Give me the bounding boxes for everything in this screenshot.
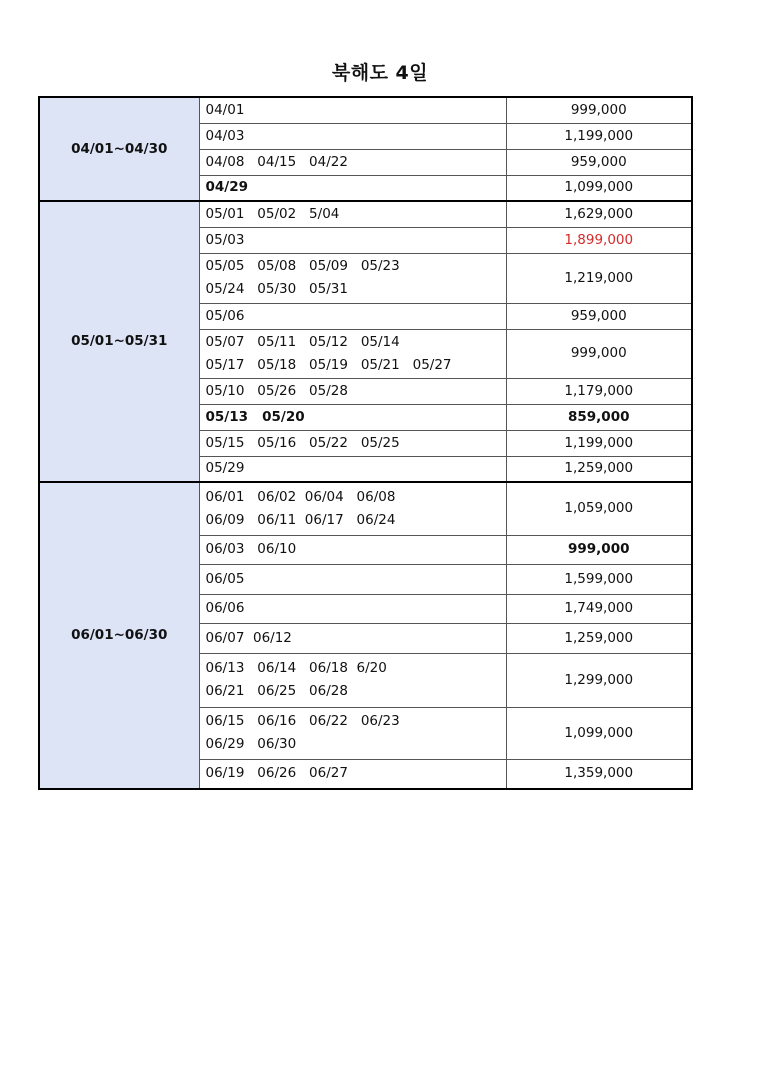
departure-dates-cell (199, 227, 506, 253)
departure-dates-cell (199, 123, 506, 149)
price-cell: 1,179,000 (506, 378, 692, 404)
table-row (39, 482, 692, 535)
date-line: 06/03 06/10 (205, 541, 297, 557)
date-line: 06/06 (205, 600, 245, 616)
departure-dates-cell (199, 253, 506, 303)
date-line: 05/01 05/02 5/04 (205, 205, 340, 222)
period-cell: 06/01~06/30 (39, 482, 199, 789)
date-line: 06/15 06/16 06/22 06/23 (205, 713, 400, 729)
departure-dates-cell (199, 707, 506, 759)
departure-dates-cell (199, 378, 506, 404)
date-line: 06/13 06/14 06/18 6/20 (205, 660, 387, 676)
date-line: 05/05 05/08 05/09 05/23 (205, 258, 400, 274)
price-cell: 959,000 (506, 149, 692, 175)
price-cell: 999,000 (506, 97, 692, 123)
departure-dates-cell (199, 535, 506, 564)
date-line: 05/06 (205, 307, 245, 324)
date-line: 06/05 (205, 570, 245, 587)
date-line: 06/29 06/30 (205, 736, 297, 752)
price-cell: 959,000 (506, 303, 692, 329)
price-cell: 1,599,000 (506, 564, 692, 594)
date-line: 05/10 05/26 05/28 (205, 382, 348, 399)
table-row (39, 97, 692, 123)
period-cell: 04/01~04/30 (39, 97, 199, 201)
date-line: 06/21 06/25 06/28 (205, 683, 348, 699)
departure-dates-cell (199, 456, 506, 482)
date-line: 05/03 (205, 231, 245, 248)
table-row (39, 201, 692, 227)
departure-dates-cell (199, 404, 506, 430)
price-cell: 1,099,000 (506, 707, 692, 759)
price-cell: 1,199,000 (506, 123, 692, 149)
departure-dates-cell (199, 653, 506, 707)
date-line: 05/24 05/30 05/31 (205, 281, 348, 297)
date-line: 05/07 05/11 05/12 05/14 (205, 333, 400, 350)
departure-dates-cell (199, 564, 506, 594)
departure-dates-cell (199, 759, 506, 789)
date-line: 06/07 06/12 (205, 629, 292, 646)
date-line: 06/19 06/26 06/27 (205, 765, 348, 782)
price-cell: 999,000 (506, 329, 692, 378)
price-cell: 1,099,000 (506, 175, 692, 201)
date-line: 04/08 04/15 04/22 (205, 153, 348, 170)
period-cell: 05/01~05/31 (39, 201, 199, 482)
departure-dates-cell (199, 149, 506, 175)
price-cell: 1,199,000 (506, 430, 692, 456)
price-cell: 1,299,000 (506, 653, 692, 707)
price-table (38, 96, 693, 790)
price-cell: 1,899,000 (506, 227, 692, 253)
price-cell: 1,359,000 (506, 759, 692, 789)
price-cell: 1,259,000 (506, 623, 692, 653)
departure-dates-cell (199, 329, 506, 378)
date-line: 05/17 05/18 05/19 05/21 05/27 (205, 356, 452, 373)
departure-dates-cell (199, 175, 506, 201)
page-title: 북해도 4일 (331, 62, 429, 84)
date-line: 05/15 05/16 05/22 05/25 (205, 434, 400, 451)
date-line: 04/01 (205, 101, 245, 118)
price-cell: 1,259,000 (506, 456, 692, 482)
date-line: 04/29 (205, 179, 249, 196)
price-cell: 999,000 (506, 535, 692, 564)
departure-dates-cell (199, 201, 506, 227)
departure-dates-cell (199, 594, 506, 623)
price-cell: 1,629,000 (506, 201, 692, 227)
date-line: 06/01 06/02 06/04 06/08 (205, 488, 396, 505)
price-cell: 1,059,000 (506, 482, 692, 535)
departure-dates-cell (199, 430, 506, 456)
date-line: 06/09 06/11 06/17 06/24 (205, 511, 396, 528)
departure-dates-cell (199, 97, 506, 123)
price-cell: 859,000 (506, 404, 692, 430)
date-line: 04/03 (205, 127, 245, 144)
price-cell: 1,219,000 (506, 253, 692, 303)
departure-dates-cell (199, 482, 506, 535)
departure-dates-cell (199, 623, 506, 653)
date-line: 05/29 (205, 460, 245, 477)
departure-dates-cell (199, 303, 506, 329)
date-line: 05/13 05/20 (205, 408, 305, 425)
price-cell: 1,749,000 (506, 594, 692, 623)
